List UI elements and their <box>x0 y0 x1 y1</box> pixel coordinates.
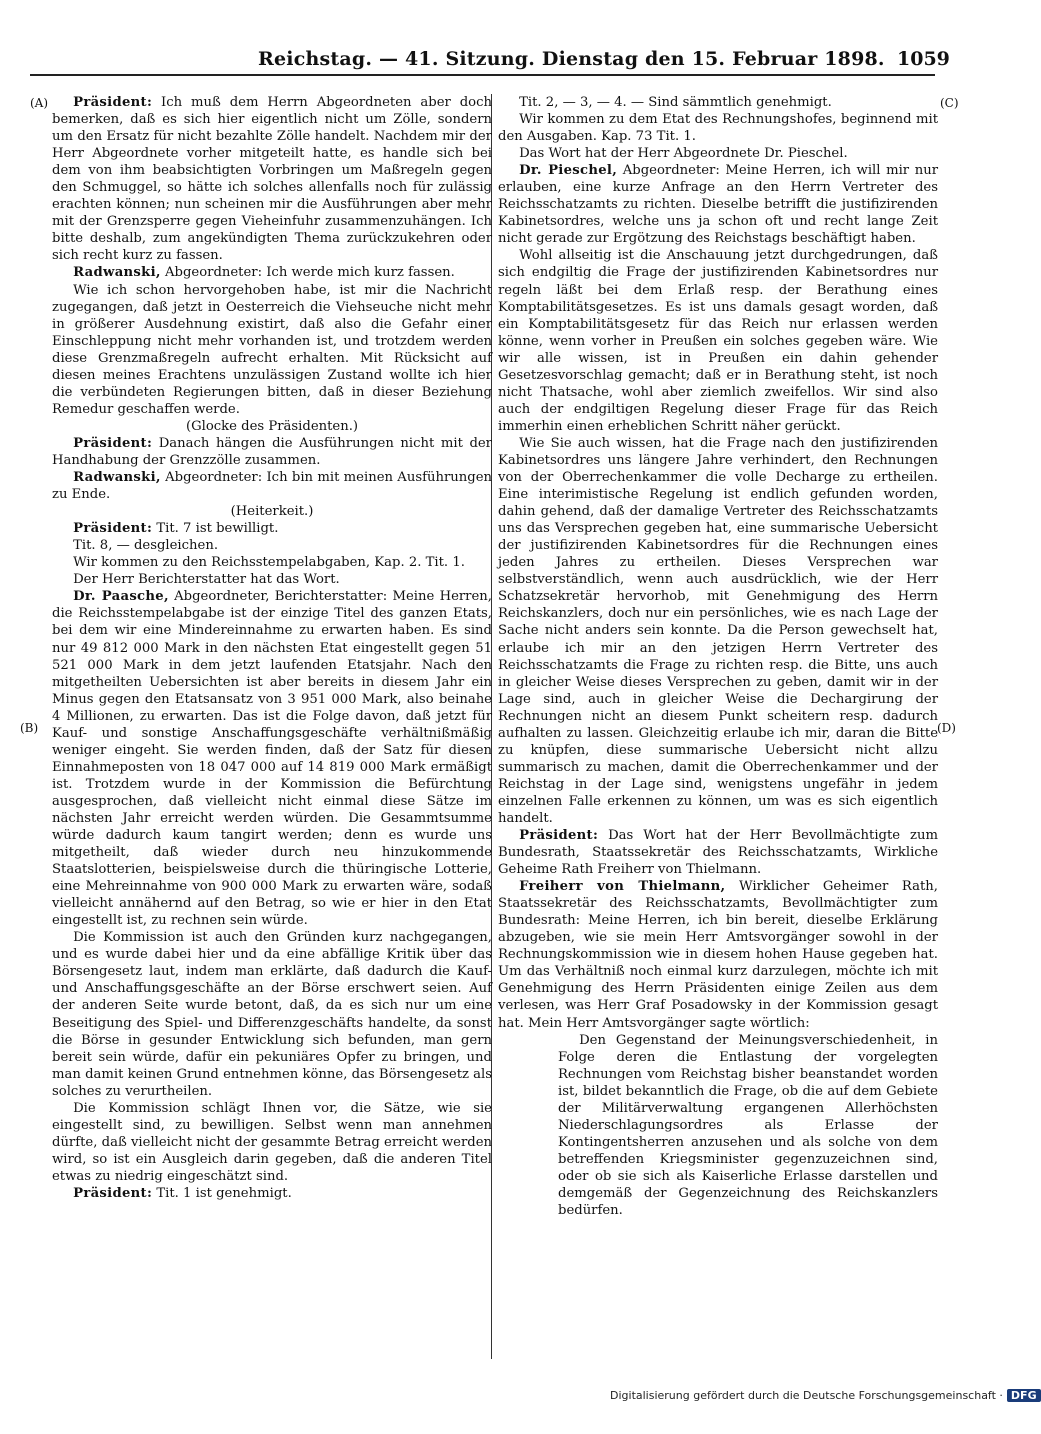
paragraph-text: Wir kommen zu den Reichsstempelabgaben, Kap. 2. Tit. 1. <box>73 555 465 571</box>
paragraph-text: Die Kommission schlägt Ihnen vor, die Sätze, wie sie eingestellt sind, zu bewilligen. Selbst wenn man annehmen dürfte, daß vielleicht nicht der gesammte Betrag erreicht werden wird, so ist ein Ausgleich darin gegeben, daß die anderen Titel etwas zu niedrig eingeschätzt sind. <box>52 1100 492 1184</box>
paragraph-text: Wirklicher Geheimer Rath, Staatssekretär des Reichsschatzamts, Bevollmächtigter zum Bundesrath: Meine Herren, ich bin bereit, dieselbe Erklärung abzugeben, wie sie mein Herr Amtsvorgänger sowohl in der Rechnungskommission wie in diesem hohen Hause gegeben hat. Um das Verhältniß noch einmal kurz darzulegen, möchte ich mit Genehmigung des Herrn Präsidenten einige Zeilen aus dem verlesen, was Herr Graf Posadowsky in der Kommission gesagt hat. Mein Herr Amtsvorgänger sagte wörtlich: <box>498 879 938 1031</box>
speaker-name: Radwanski, <box>73 265 161 281</box>
paragraph <box>52 929 492 1099</box>
paragraph-text: Tit. 2, — 3, — 4. — Sind sämmtlich genehmigt. <box>519 95 832 110</box>
paragraph <box>498 247 938 435</box>
speaker-name: Radwanski, <box>73 470 161 486</box>
dfg-logo: DFG <box>1007 1389 1041 1402</box>
paragraph-text: Der Herr Berichterstatter hat das Wort. <box>73 572 340 588</box>
paragraph-text: Wie ich schon hervorgehoben habe, ist mir die Nachricht zugegangen, daß jetzt in Oesterreich die Viehseuche nicht mehr in größerer Ausdehnung existirt, daß also die Gefahr einer Einschleppung nicht mehr vorhanden ist, und trotzdem werden diese Grenzmaßregeln aufrecht erhalten. Mit Rücksicht auf diesen meines Erachtens unzulässigen Zustand wollte ich hier die verbündeten Regierungen bitten, daß in dieser Beziehung Remedur geschaffen werde. <box>52 282 492 417</box>
paragraph <box>52 520 492 537</box>
margin-mark-a: (A) <box>30 96 49 110</box>
speaker-name: Präsident: <box>73 1186 153 1201</box>
margin-mark-b: (B) <box>20 721 39 735</box>
speaker-name: Dr. Paasche, <box>73 589 169 605</box>
paragraph-text: Die Kommission ist auch den Gründen kurz nachgegangen, und es wurde dabei hier und da eine abfällige Kritik über das Börsengesetz laut, indem man erklärte, daß dadurch die Kauf- und Anschaffungsgeschäfte an der Börse erschwert seien. Auf der anderen Seite wurde betont, daß, da es sich nur um eine Beseitigung des Spiel- und Differenzgeschäfts handelte, da sonst die Börse in gesunder Entwicklung sich befunden, man gern bereit sein würde, dafür ein pekuniäres Opfer zu bringen, und man damit keinen Grund entnehmen könne, das Börsengesetz als solches zu verurtheilen. <box>52 930 492 1099</box>
paragraph-text: Abgeordneter: Ich werde mich kurz fassen. <box>160 265 455 281</box>
paragraph-text: Ich muß dem Herrn Abgeordneten aber doch bemerken, daß es sich hier eigentlich nicht um Zölle, sondern um den Ersatz für nicht bezahlte Zölle handelt. Nachdem mir der Herr Abgeordnete vorher mitgeteilt hatte, es handle sich bei dem von ihm beabsichtigten Vorbringen um Maßregeln gegen den Schmuggel, so hätte ich solches allenfalls noch für zulässig erachten können; nun scheinen mir die Ausführungen aber mehr mit der Grenzsperre gegen Vieheinfuhr zusammenzuhängen. Ich bitte deshalb, zum angekündigten Thema zurückzukehren oder sich recht kurz zu fassen. <box>52 95 492 264</box>
paragraph <box>498 878 938 1031</box>
paragraph <box>498 435 938 827</box>
paragraph <box>52 537 492 554</box>
speaker-name: Dr. Pieschel, <box>519 163 618 179</box>
paragraph <box>498 111 938 145</box>
paragraph-text: Das Wort hat der Herr Abgeordnete Dr. Pieschel. <box>519 146 848 162</box>
page-header <box>0 44 1000 78</box>
paragraph <box>52 94 492 264</box>
paragraph-text: Tit. 8, — desgleichen. <box>73 538 219 554</box>
speaker-name: Freiherr von Thielmann, <box>519 879 726 895</box>
footer-credit <box>610 1389 1037 1402</box>
page-number: 1059 <box>897 48 950 70</box>
paragraph-text: Danach hängen die Ausführungen nicht mit der Handhabung der Grenzzölle zusammen. <box>52 435 492 468</box>
paragraph <box>52 588 492 929</box>
paragraph <box>498 162 938 247</box>
stage-direction: (Heiterkeit.) <box>230 504 314 520</box>
paragraph <box>498 94 938 111</box>
paragraph-text: Wie Sie auch wissen, hat die Frage nach den justifizirenden Kabinetsordres uns längere Jahre verhindert, den Rechnungen von der Oberrechenkammer die volle Decharge zu ertheilen. Eine interimistische Regelung ist endlich gefunden worden, dahin gehend, daß der damalige Vertreter des Reichsschatzamts uns das Versprechen gegeben hat, eine summarische Uebersicht der justifizirenden Kabinetsordres für die Rechnungen eines jeden Jahres zu ertheilen. Dieses Versprechen war selbstverständlich, wenn auch ausdrücklich, wie der Herr Schatzsekretär hervorhob, mit Genehmigung des Herrn Reichskanzlers, doch nur ein persönliches, wie es nach Lage der Sache nicht anders sein konnte. Da die Person gewechselt hat, erlaube ich mir an den jetzigen Herrn Vertreter des Reichsschatzamts die Frage zu richten resp. die Bitte, uns auch in gleicher Weise dieses Versprechen zu geben, damit wir in der Lage sind, auch in gleicher Weise die Dechargirung der Rechnungen nicht an diesem Punkt scheitern resp. dadurch aufhalten zu lassen. Gleichzeitig erlaube ich mir, daran die Bitte zu knüpfen, diese summarische Uebersicht nicht allzu summarisch zu machen, damit die Oberrechenkammer und der Reichstag in der Lage sind, wenigstens ungefähr in jedem einzelnen Falle erkennen zu können, um was es sich eigentlich handelt. <box>498 435 938 826</box>
margin-mark-d: (D) <box>937 721 956 735</box>
footer-text: Digitalisierung gefördert durch die Deutsche Forschungsgemeinschaft · <box>610 1389 1003 1402</box>
left-column <box>52 94 492 1364</box>
paragraph <box>52 1185 492 1202</box>
paragraph <box>52 571 492 588</box>
paragraph-text: Abgeordneter, Berichterstatter: Meine Herren, die Reichsstempelabgabe ist der einzige Titel des ganzen Etats, bei dem wir eine Mindereinnahme zu erwarten haben. Es sind nur 49 812 000 Mark in den nächsten Etat eingestellt gegen 51 521 000 Mark in dem jetzt laufenden Etatsjahr. Nach den mitgetheilten Uebersichten ist aber bereits in diesem Jahr ein Minus gegen den Etatsansatz von 3 951 000 Mark, also beinahe 4 Millionen, zu erwarten. Das ist die Folge davon, daß jetzt für Kauf- und sonstige Anschaffungsgeschäfte verhältnißmäßig weniger eingeht. Sie werden finden, daß der Satz für diesen Einnahmeposten von 18 047 000 auf 14 819 000 Mark ermäßigt ist. Trotzdem wurde in der Kommission die Befürchtung ausgesprochen, daß vielleicht nicht einmal diese Sätze im nächsten Jahr erreicht werden würden. Die Gesammtsumme würde dadurch kaum tangirt werden; denn es wurde uns mitgetheilt, daß wieder durch neu hinzukommende Staatslotterien, beispielsweise durch die thüringische Lotterie, eine Mehreinnahme von 900 000 Mark zu erwarten wäre, sodaß vielleicht annähernd auf den Betrag, so wie er hier in den Etat eingestellt ist, zu rechnen sein würde. <box>52 589 492 929</box>
paragraph <box>498 827 938 878</box>
paragraph-text: Wohl allseitig ist die Anschauung jetzt durchgedrungen, daß sich endgiltig die Frage der justifizirenden Kabinetsordres nur regeln läßt bei dem Erlaß resp. der Berathung eines Komptabilitätsgesetzes. Es ist uns damals gesagt worden, daß ein Komptabilitätsgesetz für das Reich nur erlassen werden könne, wenn vorher in Preußen ein solches gegeben wäre. Wie wir alle wissen, ist in Preußen ein dahin gehender Gesetzesvorschlag gemacht; daß er in Berathung steht, ist noch nicht Thatsache, wohl aber ziemlich zweifellos. Wir sind also auch der endgiltigen Regelung dieser Frage für das Reich immerhin einen erheblichen Schritt näher gerückt. <box>498 248 938 434</box>
running-title: Reichstag. — 41. Sitzung. Dienstag den 15. Februar 1898. <box>258 48 885 70</box>
paragraph <box>52 282 492 418</box>
paragraph <box>52 554 492 571</box>
margin-mark-c: (C) <box>940 96 959 110</box>
right-column <box>498 94 938 1364</box>
paragraph-text: Wir kommen zu dem Etat des Rechnungshofes, beginnend mit den Ausgaben. Kap. 73 Tit. 1. <box>498 112 938 145</box>
speaker-name: Präsident: <box>73 95 153 110</box>
paragraph-text: Das Wort hat der Herr Bevollmächtigte zum Bundesrath, Staatssekretär des Reichsschatzamts, Wirkliche Geheime Rath Freiherr von Thielmann. <box>498 828 938 878</box>
stage-direction: (Glocke des Präsidenten.) <box>185 418 359 434</box>
header-rule <box>30 74 935 76</box>
block-quote: Den Gegenstand der Meinungsverschiedenheit, in Folge deren die Entlastung der vorgelegten Rechnungen vom Reichstag bisher beanstandet worden ist, bildet bekanntlich die Frage, ob die auf dem Gebiete der Militärverwaltung ergangenen Allerhöchsten Niederschlagungsordres als Erlasse der Kontingentsherren anzusehen und als solche von dem betreffenden Kriegsminister gegenzuzeichnen sind, oder ob sie sich als Kaiserliche Erlasse darstellen und demgemäß der Gegenzeichnung des Reichskanzlers bedürfen. <box>558 1032 938 1219</box>
paragraph <box>52 435 492 469</box>
paragraph <box>52 469 492 503</box>
speaker-name: Präsident: <box>73 435 153 451</box>
paragraph <box>52 1100 492 1185</box>
paragraph <box>52 264 492 281</box>
paragraph-text: Abgeordneter: Ich bin mit meinen Ausführungen zu Ende. <box>52 470 492 503</box>
paragraph-text: Tit. 7 ist bewilligt. <box>152 521 279 537</box>
paragraph-text: Abgeordneter: Meine Herren, ich will mir nur erlauben, eine kurze Anfrage an den Herrn Vertreter des Reichsschatzamts zu richten. Dieselbe betrifft die justifizirenden Kabinetsordres, welche uns ja schon oft und recht lange Zeit nicht gerade zur Ergötzung des Reichstags beschäftigt haben. <box>498 163 939 247</box>
paragraph <box>498 145 938 162</box>
speaker-name: Präsident: <box>73 521 153 537</box>
speaker-name: Präsident: <box>519 828 599 844</box>
paragraph-text: Tit. 1 ist genehmigt. <box>152 1186 292 1201</box>
